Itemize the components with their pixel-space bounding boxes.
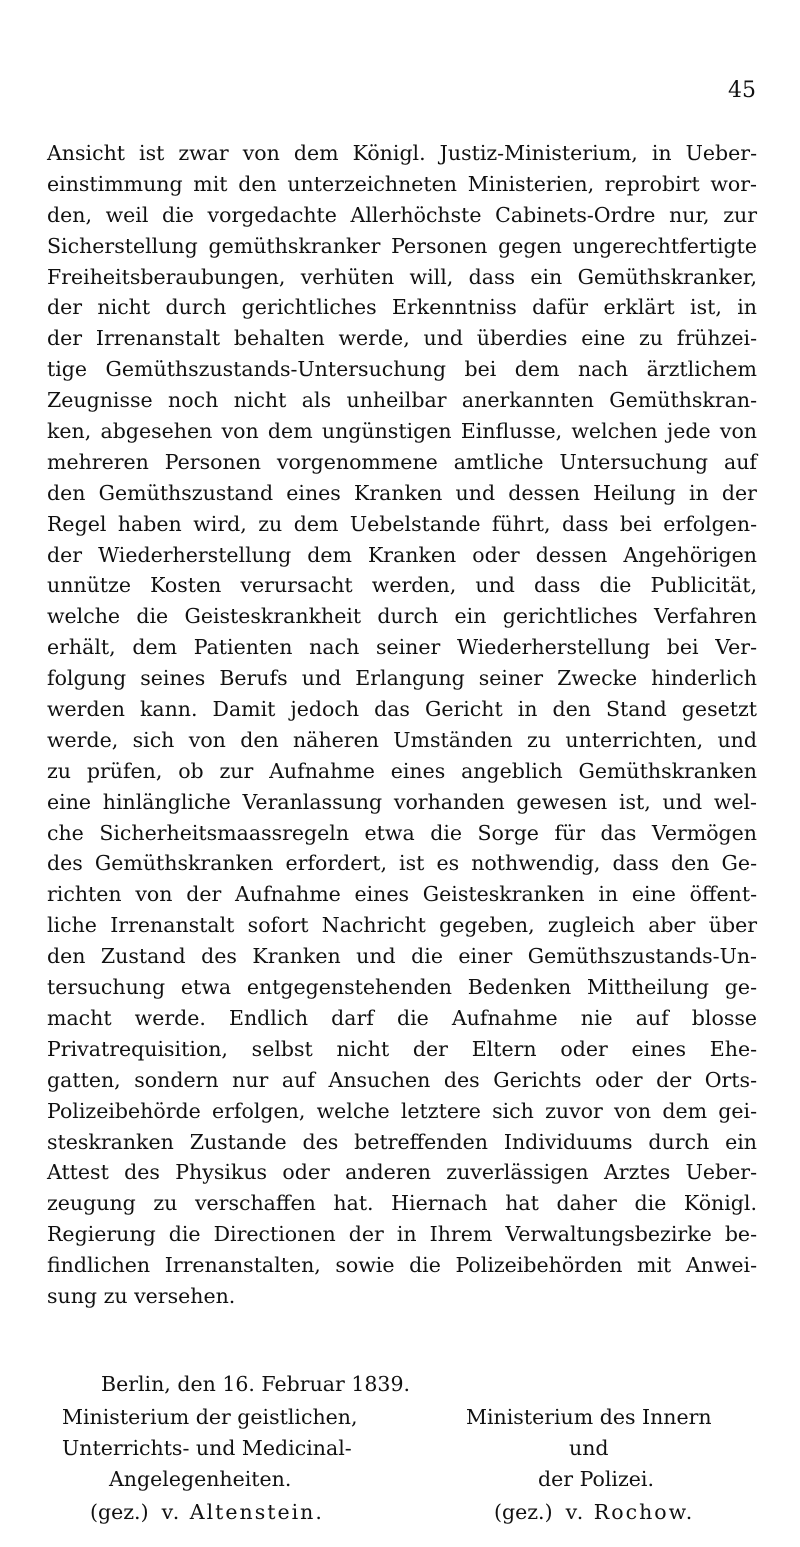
text-line: Zeugnisse noch nicht als unheilbar anerkannten Gemüthskran-	[47, 388, 757, 413]
text-line: werden kann. Damit jedoch das Gericht in den Stand gesetzt	[47, 697, 757, 722]
text-line: unnütze Kosten verursacht werden, und dass die Publicität,	[47, 573, 757, 598]
text-line: steskranken Zustande des betreffenden Individuums durch ein	[47, 1129, 757, 1154]
text-line: Privatrequisition, selbst nicht der Eltern oder eines Ehe-	[47, 1036, 757, 1061]
text-line: welche die Geisteskrankheit durch ein gerichtliches Verfahren	[47, 604, 757, 629]
left-signature	[90, 1500, 324, 1524]
text-line: tige Gemüthszustands-Untersuchung bei dem nach ärztlichem	[47, 357, 757, 382]
left-ministry-line-3: Angelegenheiten.	[109, 1467, 292, 1491]
text-line: Sicherstellung gemüthskranker Personen gegen ungerechtfertigte	[47, 233, 757, 258]
text-line: der Wiederherstellung dem Kranken oder dessen Angehörigen	[47, 542, 757, 567]
text-line: zeugung zu verschaffen hat. Hiernach hat daher die Königl.	[47, 1191, 757, 1216]
left-ministry-line-1: Ministerium der geistlichen,	[62, 1405, 358, 1429]
text-line: zu prüfen, ob zur Aufnahme eines angeblich Gemüthskranken	[47, 758, 757, 783]
text-line: werde, sich von den näheren Umständen zu unterrichten, und	[47, 727, 757, 752]
right-signature	[494, 1500, 694, 1524]
text-line: Regel haben wird, zu dem Uebelstande führt, dass bei erfolgen-	[47, 511, 757, 536]
left-signature-prefix: (gez.)	[90, 1500, 149, 1524]
text-line: richten von der Aufnahme eines Geisteskranken in eine öffent-	[47, 882, 757, 907]
text-line: einstimmung mit den unterzeichneten Ministerien, reprobirt wor-	[47, 171, 757, 196]
text-line: sung zu versehen.	[47, 1283, 236, 1308]
right-ministry-line-3: der Polizei.	[538, 1467, 654, 1491]
text-line: der Irrenanstalt behalten werde, und überdies eine zu frühzei-	[47, 326, 757, 351]
text-line: mehreren Personen vorgenommene amtliche Untersuchung auf	[47, 449, 757, 474]
right-ministry-line-1: Ministerium des Innern	[466, 1405, 712, 1429]
right-signature-prefix: (gez.)	[494, 1500, 553, 1524]
text-line: erhält, dem Patienten nach seiner Wiederherstellung bei Ver-	[47, 635, 757, 660]
right-signature-name: v. Rochow.	[565, 1500, 695, 1524]
text-line: macht werde. Endlich darf die Aufnahme nie auf blosse	[47, 1005, 757, 1030]
page-number: 45	[728, 78, 756, 103]
text-line: che Sicherheitsmaassregeln etwa die Sorge für das Vermögen	[47, 820, 757, 845]
text-line: tersuchung etwa entgegenstehenden Bedenken Mittheilung ge-	[47, 975, 757, 1000]
text-line: gatten, sondern nur auf Ansuchen des Gerichts oder der Orts-	[47, 1067, 757, 1092]
text-line: folgung seines Berufs und Erlangung seiner Zwecke hinderlich	[47, 666, 757, 691]
right-ministry-line-2: und	[569, 1436, 609, 1460]
text-line: den Gemüthszustand eines Kranken und dessen Heilung in der	[47, 480, 757, 505]
dateline: Berlin, den 16. Februar 1839.	[101, 1372, 411, 1396]
body-text	[47, 138, 757, 1312]
text-line: findlichen Irrenanstalten, sowie die Polizeibehörden mit Anwei-	[47, 1253, 757, 1278]
text-line: Polizeibehörde erfolgen, welche letztere sich zuvor von dem gei-	[47, 1098, 757, 1123]
text-line: den, weil die vorgedachte Allerhöchste Cabinets-Ordre nur, zur	[47, 202, 757, 227]
text-line: des Gemüthskranken erfordert, ist es nothwendig, dass den Ge-	[47, 851, 757, 876]
text-line: der nicht durch gerichtliches Erkenntniss dafür erklärt ist, in	[47, 295, 757, 320]
text-line: liche Irrenanstalt sofort Nachricht gegeben, zugleich aber über	[47, 913, 757, 938]
text-line: eine hinlängliche Veranlassung vorhanden gewesen ist, und wel-	[47, 789, 757, 814]
left-ministry-line-2: Unterrichts- und Medicinal-	[62, 1436, 352, 1460]
text-line: Regierung die Directionen der in Ihrem Verwaltungsbezirke be-	[47, 1222, 757, 1247]
left-signature-name: v. Altenstein.	[161, 1500, 324, 1524]
text-line: den Zustand des Kranken und die einer Gemüthszustands-Un-	[47, 944, 757, 969]
text-line: Freiheitsberaubungen, verhüten will, dass ein Gemüthskranker,	[47, 264, 757, 289]
text-line: ken, abgesehen von dem ungünstigen Einflusse, welchen jede von	[47, 419, 757, 444]
text-line: Ansicht ist zwar von dem Königl. Justiz-Ministerium, in Ueber-	[47, 141, 757, 165]
text-line: Attest des Physikus oder anderen zuverlässigen Arztes Ueber-	[47, 1160, 757, 1185]
